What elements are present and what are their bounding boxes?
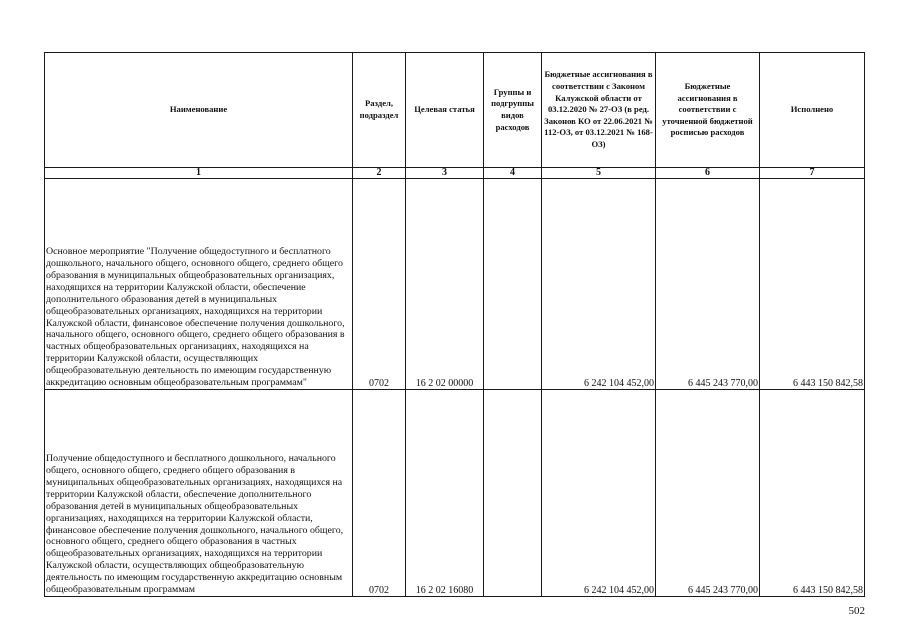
header-target: Целевая статья bbox=[406, 53, 484, 168]
header-name: Наименование bbox=[45, 53, 353, 168]
row-executed: 6 443 150 842,58 bbox=[760, 390, 865, 597]
column-number-row bbox=[45, 168, 865, 179]
row-refined-amount: 6 445 243 770,00 bbox=[656, 179, 760, 390]
table-row bbox=[45, 390, 865, 597]
row-section: 0702 bbox=[353, 179, 406, 390]
header-group: Группы и подгруппы видов расходов bbox=[484, 53, 542, 168]
table-row bbox=[45, 179, 865, 390]
column-number-2: 2 bbox=[353, 168, 406, 179]
column-number-7: 7 bbox=[760, 168, 865, 179]
row-law-amount: 6 242 104 452,00 bbox=[542, 179, 656, 390]
row-name: Основное мероприятие "Получение общедоступного и бесплатного дошкольного, начального общего, основного общего, среднего общего образования в муниципальных общеобразовательных организациях, находящихся на территории Калужской области, обеспечение дополнительного образования детей в муниципальных общеобразовательных организациях, находящихся на территории Калужской области, финансовое обеспечение получения дошкольного, начального общего, основного общего, среднего общего образования в частных общеобразовательных организациях, находящихся на территории Калужской области, осуществляющих общеобразовательную деятельность по имеющим государственную аккредитацию основным общеобразовательным программам" bbox=[45, 179, 353, 390]
row-refined-amount: 6 445 243 770,00 bbox=[656, 390, 760, 597]
page-number: 502 bbox=[848, 605, 865, 617]
header-executed: Исполнено bbox=[760, 53, 865, 168]
row-name: Получение общедоступного и бесплатного дошкольного, начального общего, основного общего, среднего общего образования в муниципальных общеобразовательных организациях, находящихся на территории Калужской области, обеспечение дополнительного образования детей в муниципальных общеобразовательных организациях, находящихся на территории Калужской области, финансовое обеспечение получения дошкольного, начального общего, основного общего, среднего общего образования в частных общеобразовательных организациях, находящихся на территории Калужской области, осуществляющих общеобразовательную деятельность по имеющим государственную аккредитацию основным общеобразовательным программам bbox=[45, 390, 353, 597]
column-number-6: 6 bbox=[656, 168, 760, 179]
row-group bbox=[484, 390, 542, 597]
row-group bbox=[484, 179, 542, 390]
budget-table bbox=[44, 52, 865, 597]
header-section: Раздел, подраздел bbox=[353, 53, 406, 168]
row-law-amount: 6 242 104 452,00 bbox=[542, 390, 656, 597]
column-number-4: 4 bbox=[484, 168, 542, 179]
column-number-1: 1 bbox=[45, 168, 353, 179]
column-number-5: 5 bbox=[542, 168, 656, 179]
row-section: 0702 bbox=[353, 390, 406, 597]
row-executed: 6 443 150 842,58 bbox=[760, 179, 865, 390]
header-law-amount: Бюджетные ассигнования в соответствии с Законом Калужской области от 03.12.2020 № 27-ОЗ (в ред. Законов КО от 22.06.2021 № 112-ОЗ, от 03.12.2021 № 168-ОЗ) bbox=[542, 53, 656, 168]
column-number-3: 3 bbox=[406, 168, 484, 179]
row-target: 16 2 02 00000 bbox=[406, 179, 484, 390]
header-refined-amount: Бюджетные ассигнования в соответствии с уточненной бюджетной росписью расходов bbox=[656, 53, 760, 168]
row-target: 16 2 02 16080 bbox=[406, 390, 484, 597]
header-row bbox=[45, 53, 865, 168]
